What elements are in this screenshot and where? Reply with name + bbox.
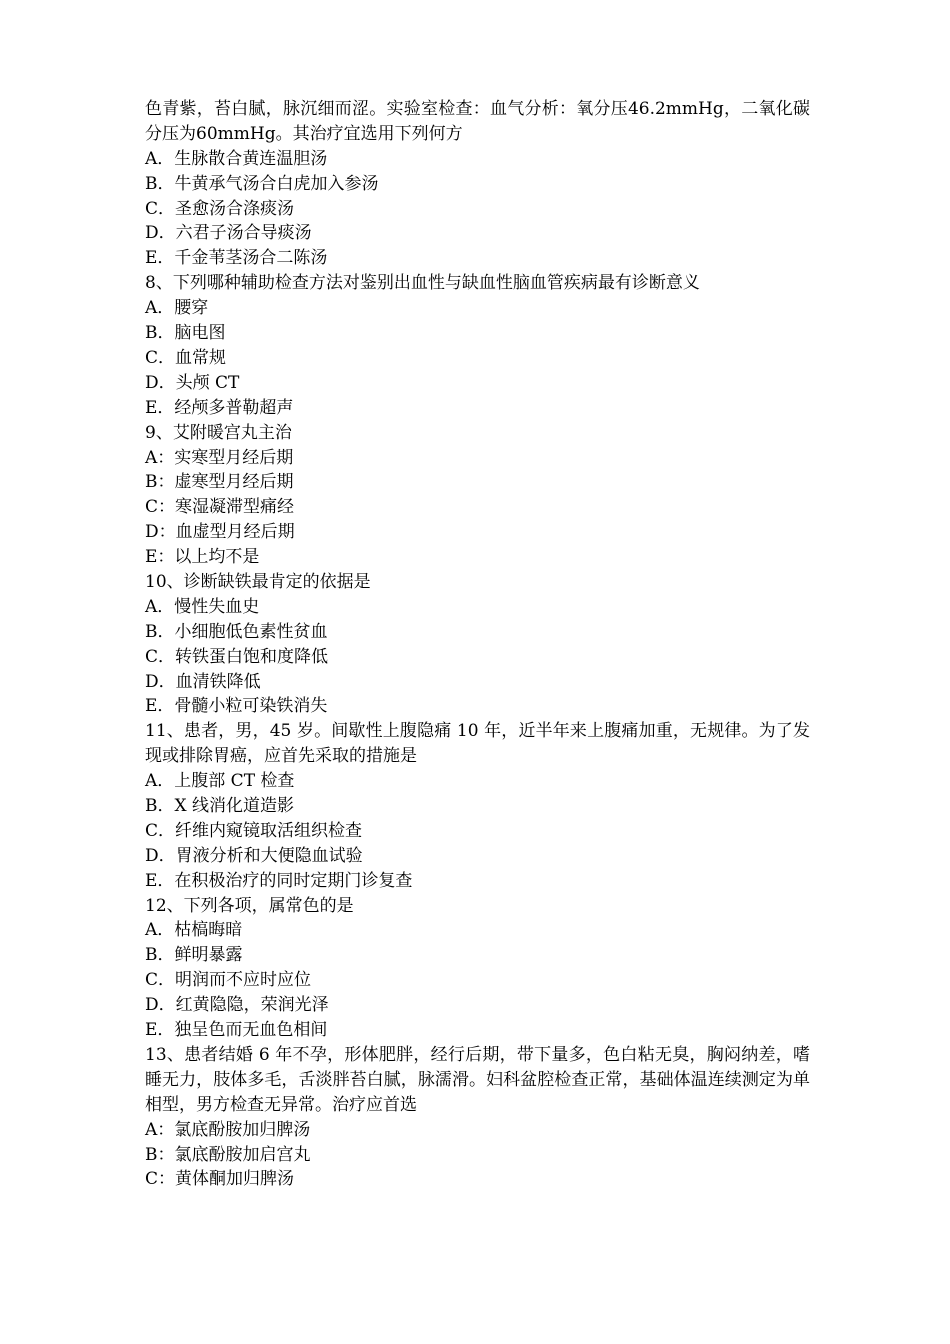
answer-option: B．X 线消化道造影	[145, 796, 294, 816]
answer-option: B：氯底酚胺加启宫丸	[145, 1144, 311, 1165]
answer-option: E．在积极治疗的同时定期门诊复查	[145, 870, 413, 891]
answer-option: C．纤维内窥镜取活组织检查	[145, 820, 363, 841]
answer-option: B．脑电图	[145, 323, 226, 344]
answer-option: B：虚寒型月经后期	[145, 472, 294, 493]
answer-option: E．千金苇茎汤合二陈汤	[145, 248, 328, 269]
question-text: 10、诊断缺铁最肯定的依据是	[145, 571, 371, 592]
question-text: 12、下列各项，属常色的是	[145, 895, 354, 916]
answer-option: D．红黄隐隐，荣润光泽	[145, 995, 329, 1016]
answer-option: C：寒湿凝滞型痛经	[145, 497, 295, 518]
question-text: 9、艾附暖宫丸主治	[145, 422, 292, 443]
paragraph-text: 色青紫，苔白腻，脉沉细而涩。实验室检查：血气分析：氧分压46.2mmHg，二氧化碳分压为60mmHg。其治疗宜选用下列何方	[145, 99, 810, 144]
answer-option: B．小细胞低色素性贫血	[145, 621, 328, 642]
answer-option: E．独呈色而无血色相间	[145, 1020, 328, 1041]
answer-option: E．骨髓小粒可染铁消失	[145, 696, 328, 717]
paragraph-text: 11、患者，男，45 岁。间歇性上腹隐痛 10 年，近半年来上腹痛加重，无规律。为了发现或排除胃癌，应首先采取的措施是	[145, 721, 810, 767]
answer-option: D．血清铁降低	[145, 671, 261, 692]
answer-option: A：实寒型月经后期	[145, 447, 294, 468]
answer-option: C．血常规	[145, 347, 227, 368]
answer-option: C：黄体酮加归脾汤	[145, 1169, 295, 1190]
answer-option: A．上腹部 CT 检查	[145, 771, 295, 792]
answer-option: D：血虚型月经后期	[145, 522, 295, 543]
answer-option: D．六君子汤合导痰汤	[145, 223, 312, 244]
answer-option: C．圣愈汤合涤痰汤	[145, 198, 295, 219]
answer-option: B．牛黄承气汤合白虎加入参汤	[145, 173, 379, 194]
answer-option: A．慢性失血史	[145, 596, 260, 617]
question-text: 8、下列哪种辅助检查方法对鉴别出血性与缺血性脑血管疾病最有诊断意义	[145, 273, 700, 294]
answer-option: A．生脉散合黄连温胆汤	[145, 148, 328, 169]
answer-option: A：氯底酚胺加归脾汤	[145, 1119, 311, 1140]
answer-option: C．转铁蛋白饱和度降低	[145, 646, 329, 667]
answer-option: A．腰穿	[145, 298, 209, 319]
answer-option: E：以上均不是	[145, 547, 260, 568]
answer-option: C．明润而不应时应位	[145, 970, 312, 991]
document-page	[145, 97, 810, 1192]
answer-option: D．头颅 CT	[145, 372, 240, 393]
paragraph-text: 13、患者结婚 6 年不孕，形体肥胖，经行后期，带下量多，色白粘无臭，胸闷纳差，嗜睡无力，肢体多毛，舌淡胖苔白腻，脉濡滑。妇科盆腔检查正常，基础体温连续测定为单相型，男方检查无异常。治疗应首选	[145, 1044, 810, 1115]
answer-option: E．经颅多普勒超声	[145, 397, 294, 418]
answer-option: A．枯槁晦暗	[145, 920, 243, 941]
answer-option: B．鲜明暴露	[145, 945, 243, 966]
answer-option: D．胃液分析和大便隐血试验	[145, 845, 363, 866]
